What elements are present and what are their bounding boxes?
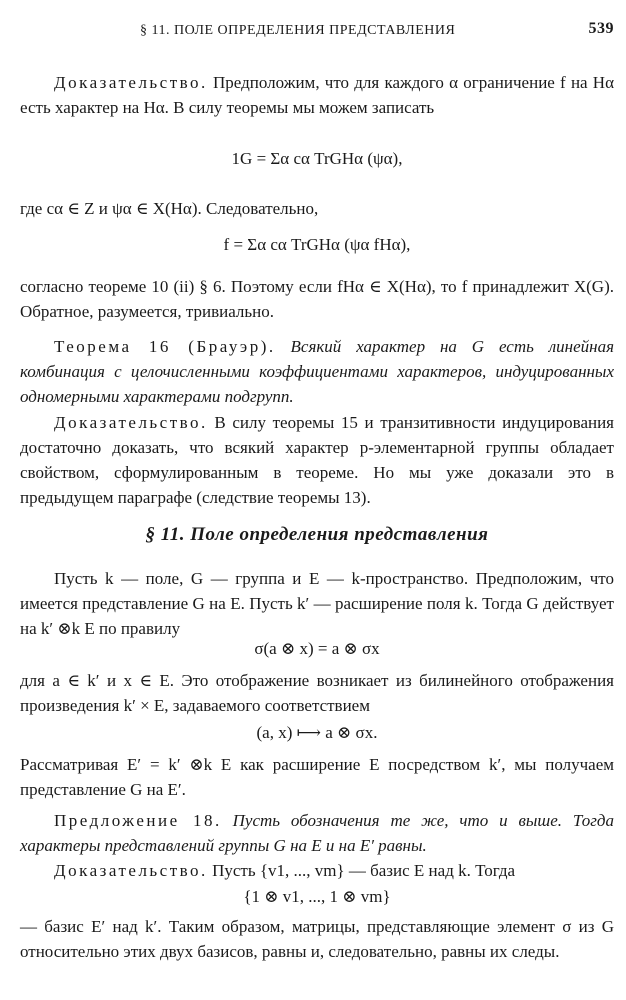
formula-identity-decomposition: 1G = Σα cα TrGHα (ψα), (231, 149, 403, 168)
theorem-16 (20, 334, 614, 409)
para-1-text-2-block (20, 668, 614, 718)
formula-bilinear-map: (a, x) ⟼ a ⊗ σx. (256, 723, 378, 742)
proof-label: Доказательство. (54, 73, 208, 92)
formula-f-decomposition: f = Σα cα TrGHα (ψα fHα), (223, 235, 411, 254)
para-1-text-2: для a ∈ k′ и x ∈ E. Это отображение возникает из билинейного отображения произведения k′ × E, задаваемого соответствием (20, 671, 614, 715)
proposition-18-paragraph (20, 808, 614, 858)
proof-label: Доказательство. (54, 413, 208, 432)
proof-1-text-3: согласно теореме 10 (ii) § 6. Поэтому если fHα ∈ X(Hα), то f принадлежит X(G). Обратное, разумеется, тривиально. (20, 277, 614, 321)
section-paragraph-1 (20, 566, 614, 641)
proof-label: Доказательство. (54, 861, 208, 880)
page-header (20, 14, 614, 40)
proof-1-text-2: где cα ∈ Z и ψα ∈ X(Hα). Следовательно, (20, 199, 319, 218)
proof-3-paragraph (20, 858, 614, 883)
proof-3-text-1: Пусть {v1, ..., vm} — базис E над k. Тогда (207, 861, 516, 880)
formula-action-rule: σ(a ⊗ x) = a ⊗ σx (254, 639, 380, 658)
proposition-18 (20, 808, 614, 858)
page-number: 539 (588, 20, 614, 37)
theorem-16-statement: Всякий характер на G есть линейная комбинация с целочисленными коэффициентами характеров, индуцированных одномерными характерами подгрупп. (20, 337, 614, 406)
theorem-16-paragraph (20, 334, 614, 409)
running-head: § 11. ПОЛЕ ОПРЕДЕЛЕНИЯ ПРЕДСТАВЛЕНИЯ (140, 23, 456, 38)
proposition-label: Предложение 18. (54, 811, 222, 830)
para-1-text-3: Рассматривая E′ = k′ ⊗k E как расширение E посредством k′, мы получаем представление G на E′. (20, 755, 614, 799)
theorem-label: Теорема 16 (Брауэр). (54, 337, 276, 356)
proof-3-text-2-block (20, 914, 614, 964)
proof-1-intro (20, 70, 614, 120)
proposition-18-statement: Пусть обозначения те же, что и выше. Тогда характеры представлений группы G на E и на E′ равны. (20, 811, 615, 855)
proof-2 (20, 410, 614, 510)
formula-basis: {1 ⊗ v1, ..., 1 ⊗ vm} (243, 887, 391, 906)
proof-1-text-3-block (20, 274, 614, 324)
proof-2-text: В силу теоремы 15 и транзитивности индуцирования достаточно доказать, что всякий характер p-элементарной группы обладает свойством, сформулированным в теореме. Но мы уже доказали это в предыдущем параграфе (следствие теоремы 13). (20, 413, 614, 507)
proof-1 (20, 70, 614, 120)
proof-2-paragraph (20, 410, 614, 510)
proof-3 (20, 858, 614, 883)
proof-1-text-1: Предположим, что для каждого α ограничение f на Hα есть характер на Hα. В силу теоремы мы можем записать (20, 73, 614, 117)
proof-3-text-2: — базис E′ над k′. Таким образом, матрицы, представляющие элемент σ из G относительно этих двух базисов, равны и, следовательно, равны их следы. (20, 917, 614, 961)
para-1-text-3-block (20, 752, 614, 802)
para-1-text-1: Пусть k — поле, G — группа и E — k-пространство. Предположим, что имеется представление G на E. Пусть k′ — расширение поля k. Тогда G действует на k′ ⊗k E по правилу (20, 569, 614, 638)
section-title: § 11. Поле определения представления (145, 524, 489, 545)
proof-1-text-2-block (20, 196, 614, 221)
